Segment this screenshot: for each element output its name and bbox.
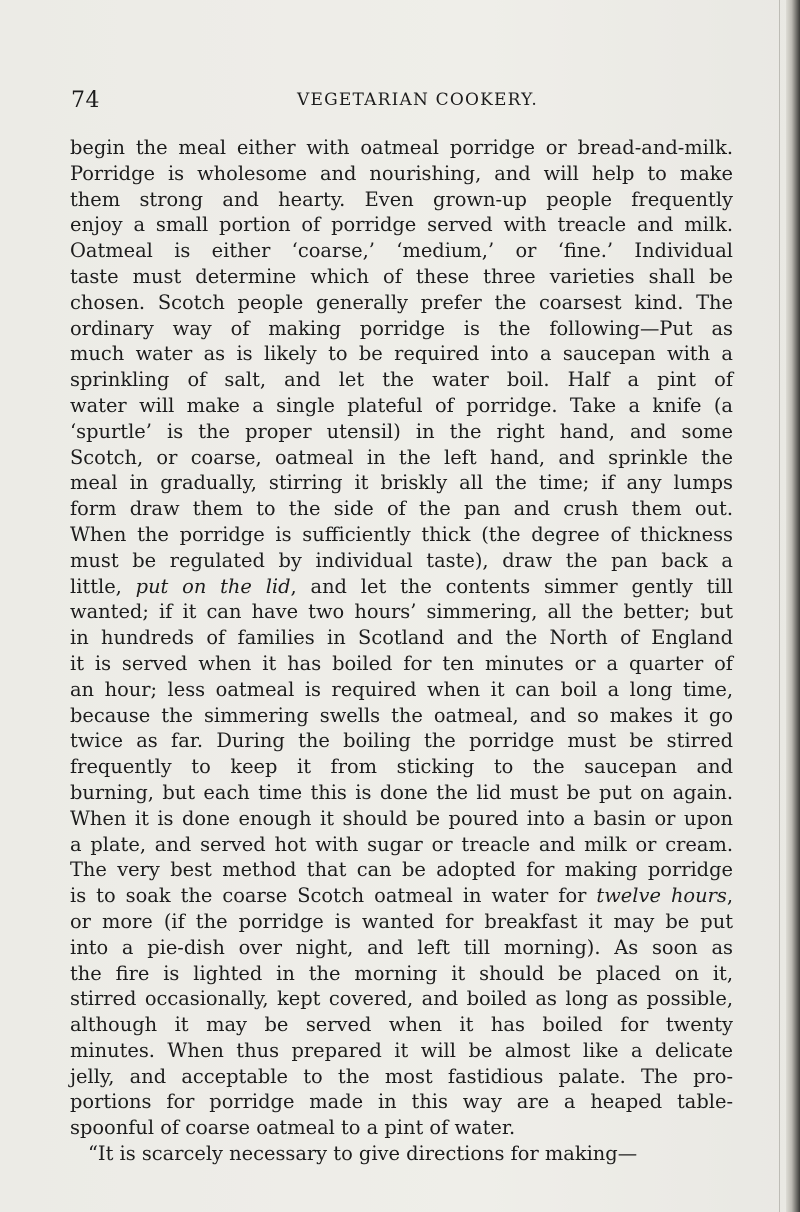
text-segment: little, bbox=[70, 574, 136, 598]
text-line bbox=[70, 806, 733, 832]
text-segment: When it is done enough it should be poured into a basin or upon bbox=[70, 806, 733, 830]
text-line bbox=[70, 341, 733, 367]
text-line bbox=[70, 574, 733, 600]
text-line bbox=[70, 780, 733, 806]
page-edge-line bbox=[779, 0, 780, 1212]
text-segment: much water as is likely to be required into a saucepan with a bbox=[70, 342, 733, 366]
text-line bbox=[70, 238, 733, 264]
italic-text: twelve hours bbox=[596, 884, 727, 908]
text-segment: is to soak the coarse Scotch oatmeal in water for bbox=[70, 884, 597, 908]
text-line bbox=[70, 909, 733, 935]
text-line bbox=[70, 677, 733, 703]
text-segment: the fire is lighted in the morning it should be placed on it, bbox=[70, 961, 733, 985]
text-line bbox=[70, 1089, 733, 1115]
text-segment: ordinary way of making porridge is the following—Put as bbox=[70, 316, 733, 340]
text-line bbox=[70, 935, 733, 961]
text-segment: portions for porridge made in this way are a heaped table- bbox=[70, 1090, 733, 1114]
text-line bbox=[70, 393, 733, 419]
text-line bbox=[70, 212, 733, 238]
page-edge-shadow bbox=[786, 0, 800, 1212]
text-line bbox=[70, 703, 733, 729]
text-line bbox=[70, 961, 733, 987]
text-line bbox=[70, 496, 733, 522]
text-line bbox=[70, 651, 733, 677]
text-segment: jelly, and acceptable to the most fastidious palate. The pro- bbox=[70, 1064, 733, 1088]
page-number: 74 bbox=[71, 88, 100, 113]
body-text bbox=[70, 135, 733, 1167]
text-segment: sprinkling of salt, and let the water boil. Half a pint of bbox=[70, 368, 733, 392]
text-line bbox=[70, 857, 733, 883]
text-line bbox=[70, 1038, 733, 1064]
text-segment: Oatmeal is either ‘coarse,’ ‘medium,’ or ‘fine.’ Individual bbox=[70, 239, 733, 263]
text-segment: spoonful of coarse oatmeal to a pint of water. bbox=[70, 1116, 516, 1140]
text-segment: When the porridge is sufficiently thick (the degree of thickness bbox=[70, 522, 733, 546]
text-line bbox=[70, 728, 733, 754]
text-line bbox=[70, 883, 733, 909]
text-line bbox=[70, 470, 733, 496]
text-segment: because the simmering swells the oatmeal, and so makes it go bbox=[70, 703, 733, 727]
text-segment: chosen. Scotch people generally prefer the coarsest kind. The bbox=[70, 290, 733, 314]
text-segment: stirred occasionally, kept covered, and boiled as long as possible, bbox=[70, 987, 733, 1011]
text-line bbox=[70, 625, 733, 651]
text-line bbox=[70, 1141, 733, 1167]
text-segment: a plate, and served hot with sugar or treacle and milk or cream. bbox=[70, 832, 733, 856]
text-segment: , bbox=[726, 884, 733, 908]
text-line bbox=[70, 316, 733, 342]
text-segment: The very best method that can be adopted for making porridge bbox=[70, 858, 733, 882]
text-line bbox=[70, 832, 733, 858]
italic-text: put on the lid bbox=[135, 574, 291, 598]
text-segment: ‘spurtle’ is the proper utensil) in the right hand, and some bbox=[70, 419, 733, 443]
text-line bbox=[70, 419, 733, 445]
text-segment: burning, but each time this is done the lid must be put on again. bbox=[70, 780, 733, 804]
text-line bbox=[70, 187, 733, 213]
text-segment: meal in gradually, stirring it briskly all the time; if any lumps bbox=[70, 471, 733, 495]
text-segment: begin the meal either with oatmeal porridge or bread-and-milk. bbox=[70, 136, 733, 159]
text-line bbox=[70, 1012, 733, 1038]
text-segment: or more (if the porridge is wanted for breakfast it may be put bbox=[70, 909, 733, 933]
text-line bbox=[70, 986, 733, 1012]
text-segment: an hour; less oatmeal is required when it can boil a long time, bbox=[70, 677, 733, 701]
text-segment: “It is scarcely necessary to give directions for making— bbox=[88, 1142, 638, 1166]
text-segment: in hundreds of families in Scotland and the North of England bbox=[70, 626, 733, 650]
text-line bbox=[70, 445, 733, 471]
text-segment: must be regulated by individual taste), draw the pan back a bbox=[70, 548, 733, 572]
text-line bbox=[70, 264, 733, 290]
text-segment: frequently to keep it from sticking to the saucepan and bbox=[70, 755, 733, 779]
text-segment: Porridge is wholesome and nourishing, and will help to make bbox=[70, 161, 733, 185]
text-line bbox=[70, 161, 733, 187]
page-header bbox=[60, 88, 720, 118]
text-segment: minutes. When thus prepared it will be almost like a delicate bbox=[70, 1038, 733, 1062]
text-segment: taste must determine which of these three varieties shall be bbox=[70, 264, 733, 288]
text-line bbox=[70, 1064, 733, 1090]
text-line bbox=[70, 754, 733, 780]
text-line bbox=[70, 599, 733, 625]
text-line bbox=[70, 522, 733, 548]
text-segment: Scotch, or coarse, oatmeal in the left hand, and sprinkle the bbox=[70, 445, 733, 469]
text-segment: them strong and hearty. Even grown-up people frequently bbox=[70, 187, 733, 211]
text-line bbox=[70, 367, 733, 393]
text-segment: wanted; if it can have two hours’ simmering, all the better; but bbox=[70, 600, 733, 624]
text-segment: water will make a single plateful of porridge. Take a knife (a bbox=[70, 393, 733, 417]
text-segment: twice as far. During the boiling the porridge must be stirred bbox=[70, 729, 733, 753]
text-segment: into a pie-dish over night, and left till morning). As soon as bbox=[70, 935, 733, 959]
text-segment: form draw them to the side of the pan and crush them out. bbox=[70, 497, 733, 521]
text-line bbox=[70, 548, 733, 574]
text-segment: enjoy a small portion of porridge served with treacle and milk. bbox=[70, 213, 733, 237]
text-segment: it is served when it has boiled for ten minutes or a quarter of bbox=[70, 651, 733, 675]
running-head: VEGETARIAN COOKERY. bbox=[297, 90, 538, 110]
text-line bbox=[70, 290, 733, 316]
text-line bbox=[70, 135, 733, 161]
text-segment: although it may be served when it has boiled for twenty bbox=[70, 1013, 733, 1037]
text-line bbox=[70, 1115, 733, 1141]
text-segment: , and let the contents simmer gently till bbox=[290, 574, 733, 598]
